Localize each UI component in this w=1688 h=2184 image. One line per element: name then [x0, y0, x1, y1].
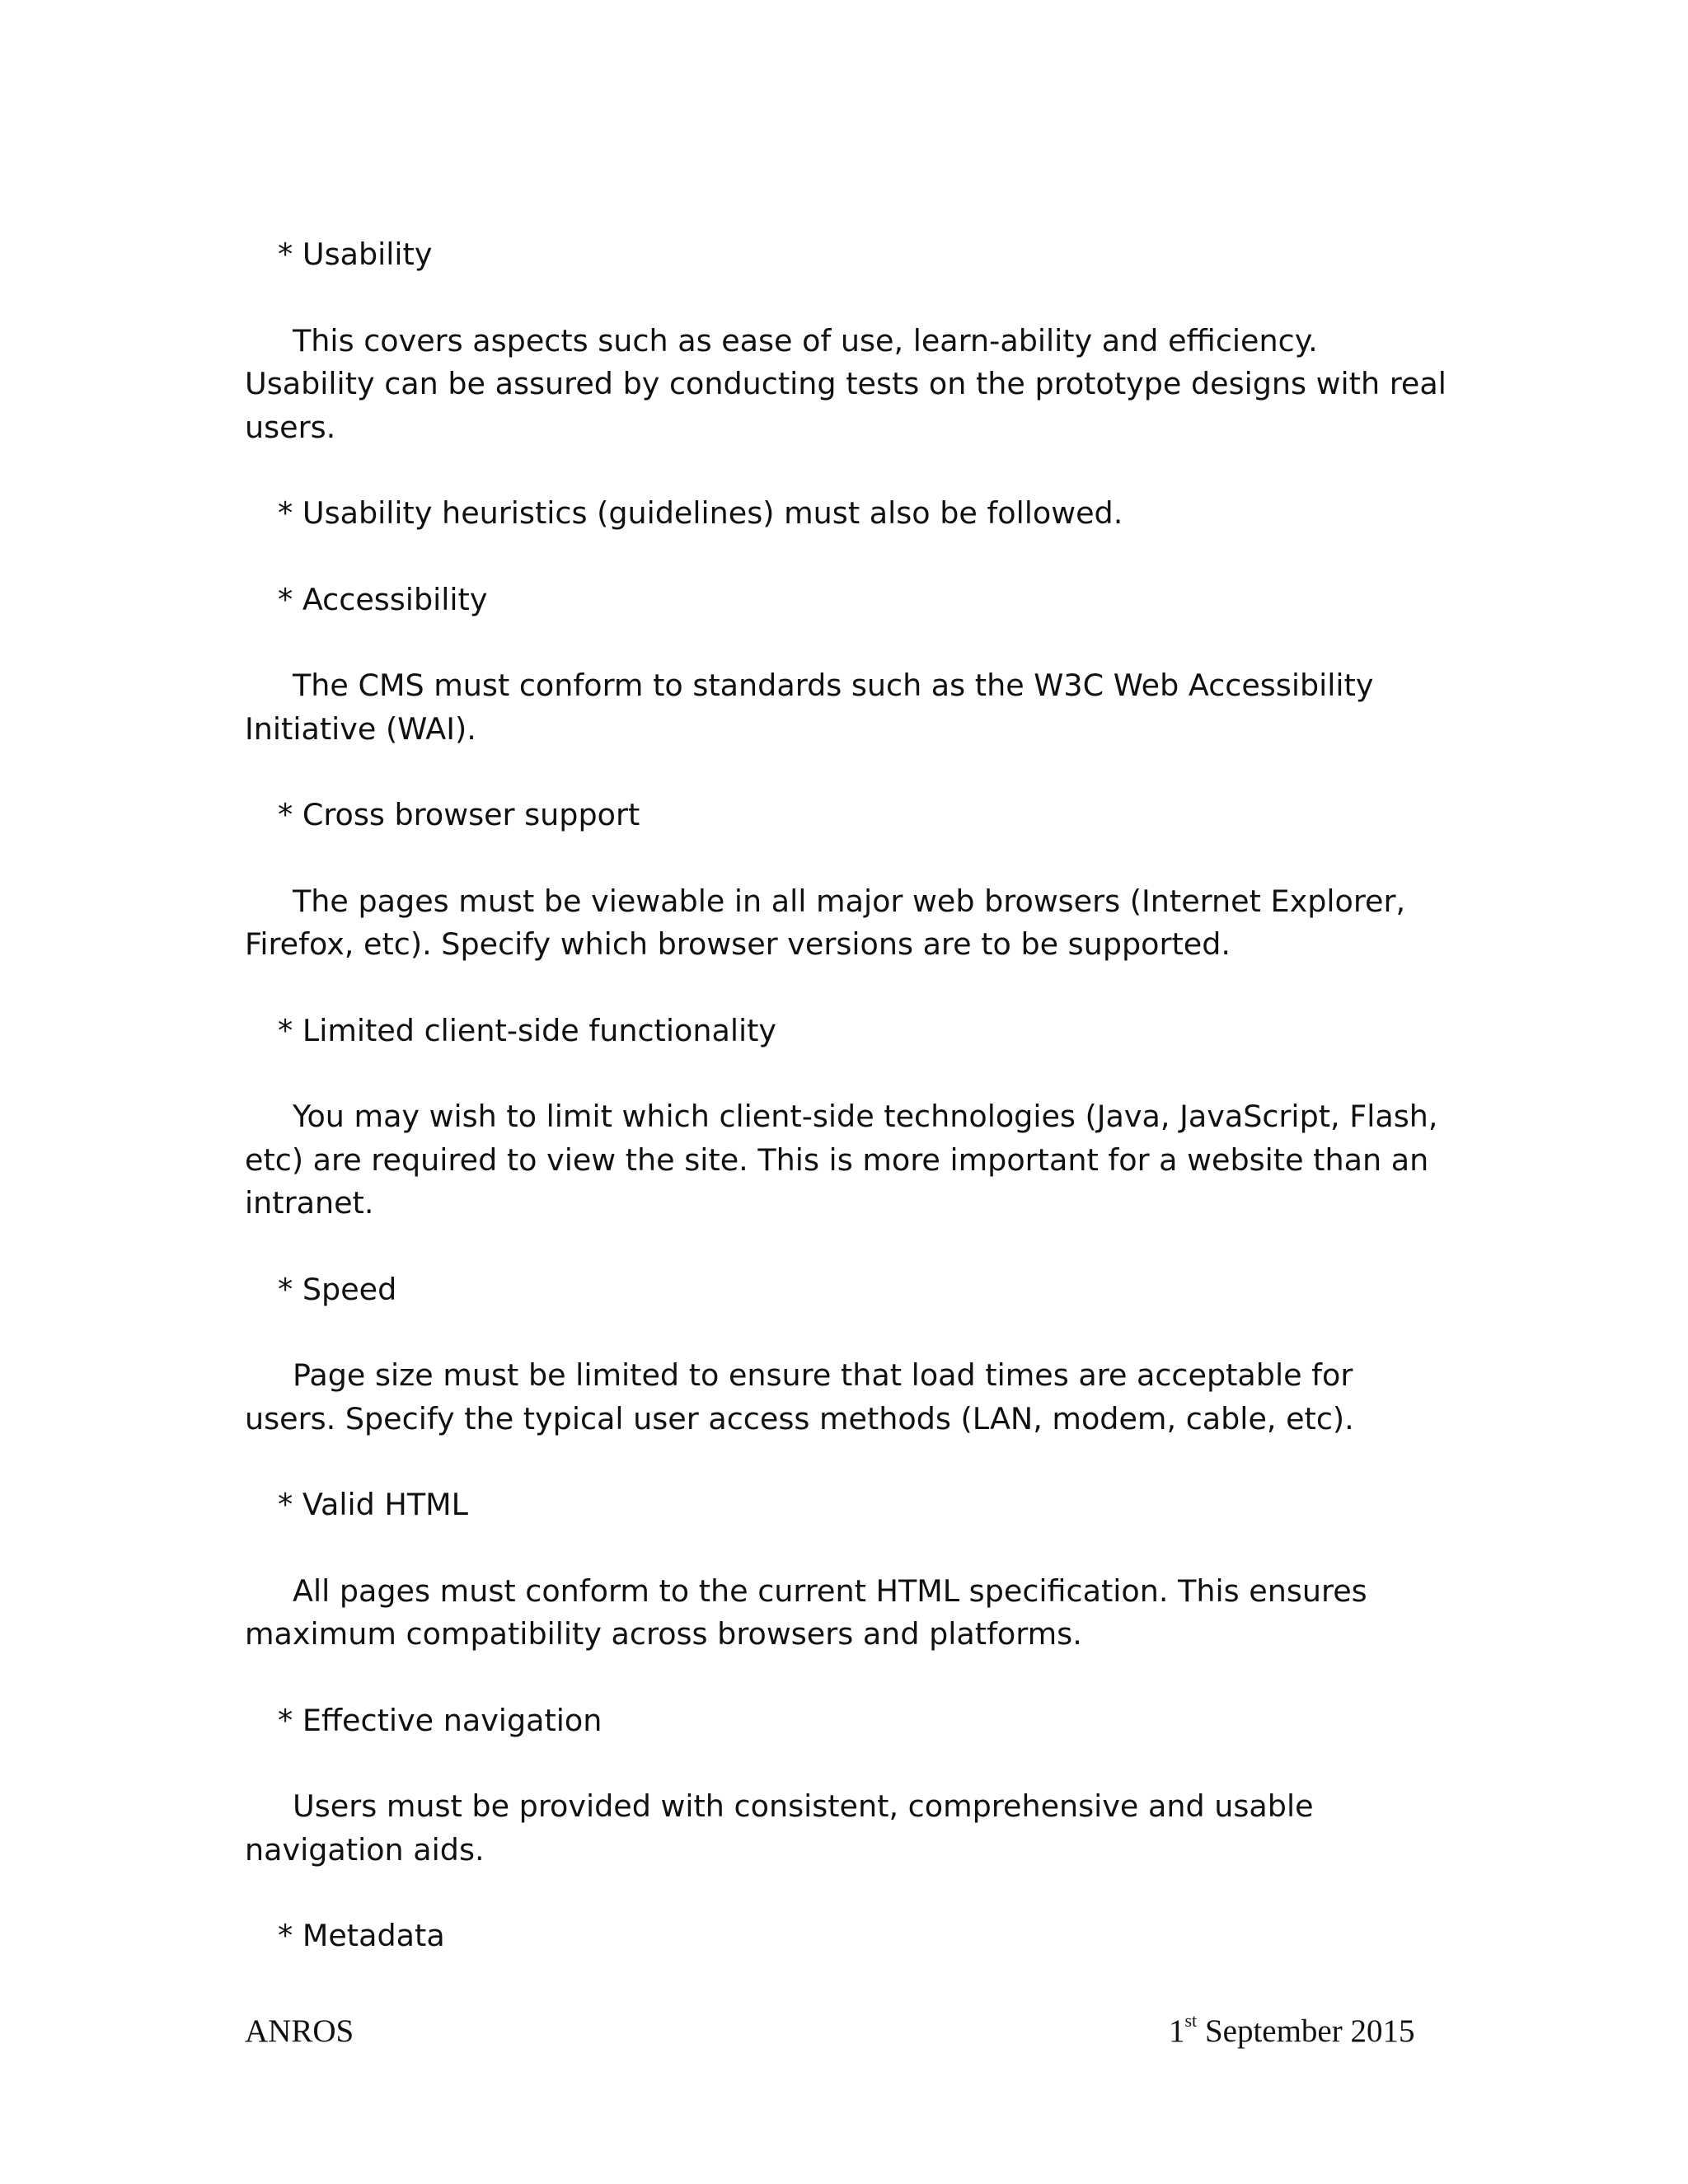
footer-date: [1169, 2011, 1414, 2052]
section-heading-speed: * Speed: [278, 1271, 397, 1307]
section-body-speed: Page size must be limited to ensure that load times are acceptable for users. Specify the typical user access methods (LAN, modem, cable, etc).: [245, 1357, 1354, 1436]
section-heading-valid-html: * Valid HTML: [278, 1487, 468, 1522]
footer-date-rest: September 2015: [1197, 2013, 1415, 2049]
section-body-accessibility: The CMS must conform to standards such as the W3C Web Accessibility Initiative (WAI).: [245, 668, 1374, 747]
document-body: [245, 233, 1448, 2001]
footer-date-day: 1: [1169, 2013, 1185, 2049]
section-heading-accessibility: * Accessibility: [278, 581, 488, 617]
section-heading-navigation: * Effective navigation: [278, 1702, 603, 1738]
section-body-navigation: Users must be provided with consistent, comprehensive and usable navigation aids.: [245, 1788, 1314, 1868]
section-body-client-side: You may wish to limit which client-side technologies (Java, JavaScript, Flash, etc) are required to view the site. This is more important for a website than an intranet.: [245, 1099, 1438, 1221]
section-heading-usability: * Usability: [278, 237, 433, 272]
section-body-usability: This covers aspects such as ease of use, learn-ability and efficiency. Usability can be assured by conducting tests on the prototype designs with real users.: [245, 322, 1447, 445]
section-heading-client-side: * Limited client-side functionality: [278, 1012, 777, 1048]
footer-date-suffix: st: [1184, 2010, 1198, 2031]
section-body-cross-browser: The pages must be viewable in all major web browsers (Internet Explorer, Firefox, etc). Specify which browser versions are to be supported.: [245, 883, 1406, 962]
section-heading-cross-browser: * Cross browser support: [278, 797, 640, 832]
section-body-valid-html: All pages must conform to the current HTML specification. This ensures maximum compatibility across browsers and platforms.: [245, 1572, 1367, 1652]
section-heading-metadata: * Metadata: [278, 1918, 445, 1953]
footer-author: ANROS: [245, 2013, 354, 2049]
section-heading-usability-heuristics: * Usability heuristics (guidelines) must also be followed.: [278, 495, 1123, 531]
